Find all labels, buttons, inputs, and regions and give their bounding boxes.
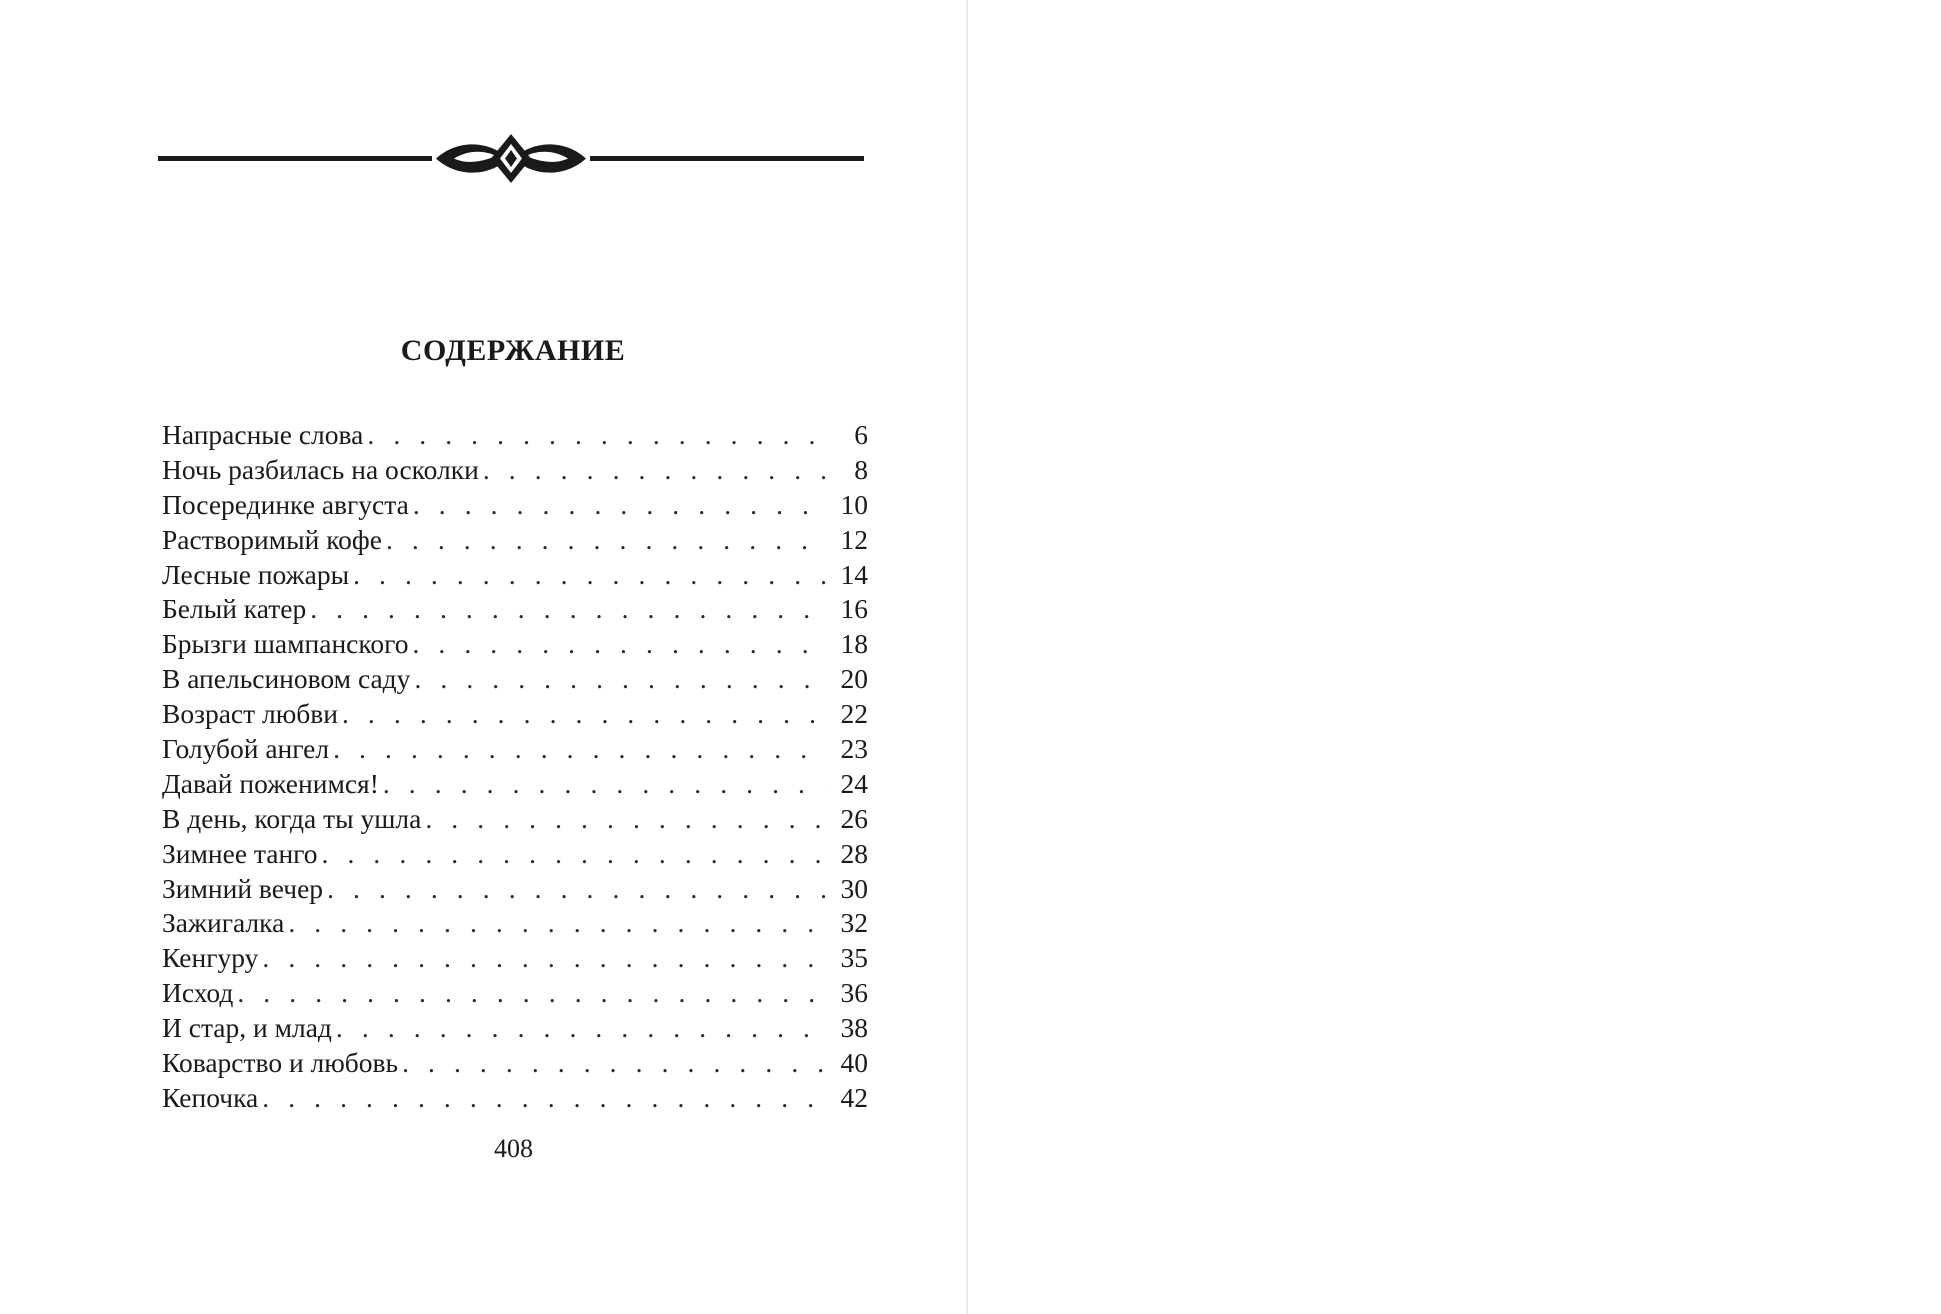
dot-leader xyxy=(333,732,826,767)
entry-title: Посерединке августа xyxy=(162,488,409,520)
entry-page-number: 20 xyxy=(840,663,868,695)
dot-leader xyxy=(237,976,826,1011)
dot-leader xyxy=(386,523,826,558)
right-page xyxy=(968,0,1941,1314)
entry-page-number: 32 xyxy=(840,907,868,939)
entry-page-number: 38 xyxy=(840,1012,868,1044)
toc-entry xyxy=(162,592,868,627)
entry-page-number: 42 xyxy=(840,1081,868,1113)
entry-page-number: 16 xyxy=(840,593,868,625)
dot-leader xyxy=(413,488,826,523)
dot-leader xyxy=(327,872,826,907)
entry-title: Возраст любви xyxy=(162,698,338,730)
entry-page-number: 23 xyxy=(840,733,868,765)
dot-leader xyxy=(367,418,826,453)
entry-title: Белый катер xyxy=(162,593,307,625)
dot-leader xyxy=(288,906,826,941)
entry-title: Зимнее танго xyxy=(162,837,318,869)
entry-title: В день, когда ты ушла xyxy=(162,802,422,834)
entry-title: Голубой ангел xyxy=(162,733,330,765)
toc-entry xyxy=(162,418,868,453)
entry-title: Брызги шампанского xyxy=(162,628,409,660)
entry-title: Ночь разбилась на осколки xyxy=(162,453,479,485)
entry-title: Зимний вечер xyxy=(162,872,324,904)
entry-page-number: 22 xyxy=(840,698,868,730)
toc-entry xyxy=(162,558,868,593)
entry-page-number: 18 xyxy=(840,628,868,660)
toc-entry xyxy=(162,837,868,872)
toc-entry xyxy=(162,1081,868,1116)
toc-entry xyxy=(162,767,868,802)
toc-entry xyxy=(162,662,868,697)
entry-page-number: 36 xyxy=(840,977,868,1009)
dot-leader xyxy=(383,767,826,802)
toc-list-left xyxy=(162,418,868,1116)
entry-title: Давай поженимся! xyxy=(162,767,379,799)
entry-page-number: 24 xyxy=(840,767,868,799)
entry-title: Растворимый кофе xyxy=(162,523,382,555)
toc-heading: СОДЕРЖАНИЕ xyxy=(400,334,626,367)
entry-page-number: 6 xyxy=(854,419,868,450)
left-page xyxy=(0,0,968,1314)
entry-page-number: 40 xyxy=(840,1047,868,1079)
toc-entry xyxy=(162,453,868,488)
entry-title: Кенгуру xyxy=(162,942,259,974)
toc-entry xyxy=(162,906,868,941)
toc-entry xyxy=(162,697,868,732)
toc-entry xyxy=(162,488,868,523)
entry-title: Коварство и любовь xyxy=(162,1047,399,1079)
entry-title: Напрасные слова xyxy=(162,419,364,450)
toc-entry xyxy=(162,941,868,976)
dot-leader xyxy=(262,941,826,976)
dot-leader xyxy=(310,592,826,627)
dot-leader xyxy=(336,1011,826,1046)
dot-leader xyxy=(353,558,826,593)
entry-title: В апельсиновом саду xyxy=(162,663,411,695)
dot-leader xyxy=(425,802,826,837)
entry-title: И стар, и млад xyxy=(162,1012,332,1044)
entry-page-number: 14 xyxy=(840,558,868,590)
ornamental-divider xyxy=(158,132,864,186)
dot-leader xyxy=(342,697,826,732)
toc-entry xyxy=(162,1046,868,1081)
toc-entry xyxy=(162,523,868,558)
toc-entry xyxy=(162,627,868,662)
dot-leader xyxy=(262,1081,826,1116)
entry-page-number: 10 xyxy=(840,488,868,520)
toc-entry xyxy=(162,1011,868,1046)
page-number-left: 408 xyxy=(494,1134,533,1163)
entry-title: Зажигалка xyxy=(162,907,285,939)
dot-leader xyxy=(322,837,826,872)
dot-leader xyxy=(402,1046,826,1081)
entry-page-number: 12 xyxy=(840,523,868,555)
entry-page-number: 30 xyxy=(840,872,868,904)
dot-leader xyxy=(414,662,826,697)
toc-entry xyxy=(162,976,868,1011)
entry-page-number: 28 xyxy=(840,837,868,869)
entry-title: Кепочка xyxy=(162,1081,259,1113)
toc-entry xyxy=(162,872,868,907)
dot-leader xyxy=(412,627,826,662)
entry-title: Исход xyxy=(162,977,234,1009)
entry-page-number: 26 xyxy=(840,802,868,834)
entry-page-number: 8 xyxy=(854,453,868,485)
entry-page-number: 35 xyxy=(840,942,868,974)
entry-title: Лесные пожары xyxy=(162,558,350,590)
toc-entry xyxy=(162,802,868,837)
toc-entry xyxy=(162,732,868,767)
dot-leader xyxy=(483,453,826,488)
